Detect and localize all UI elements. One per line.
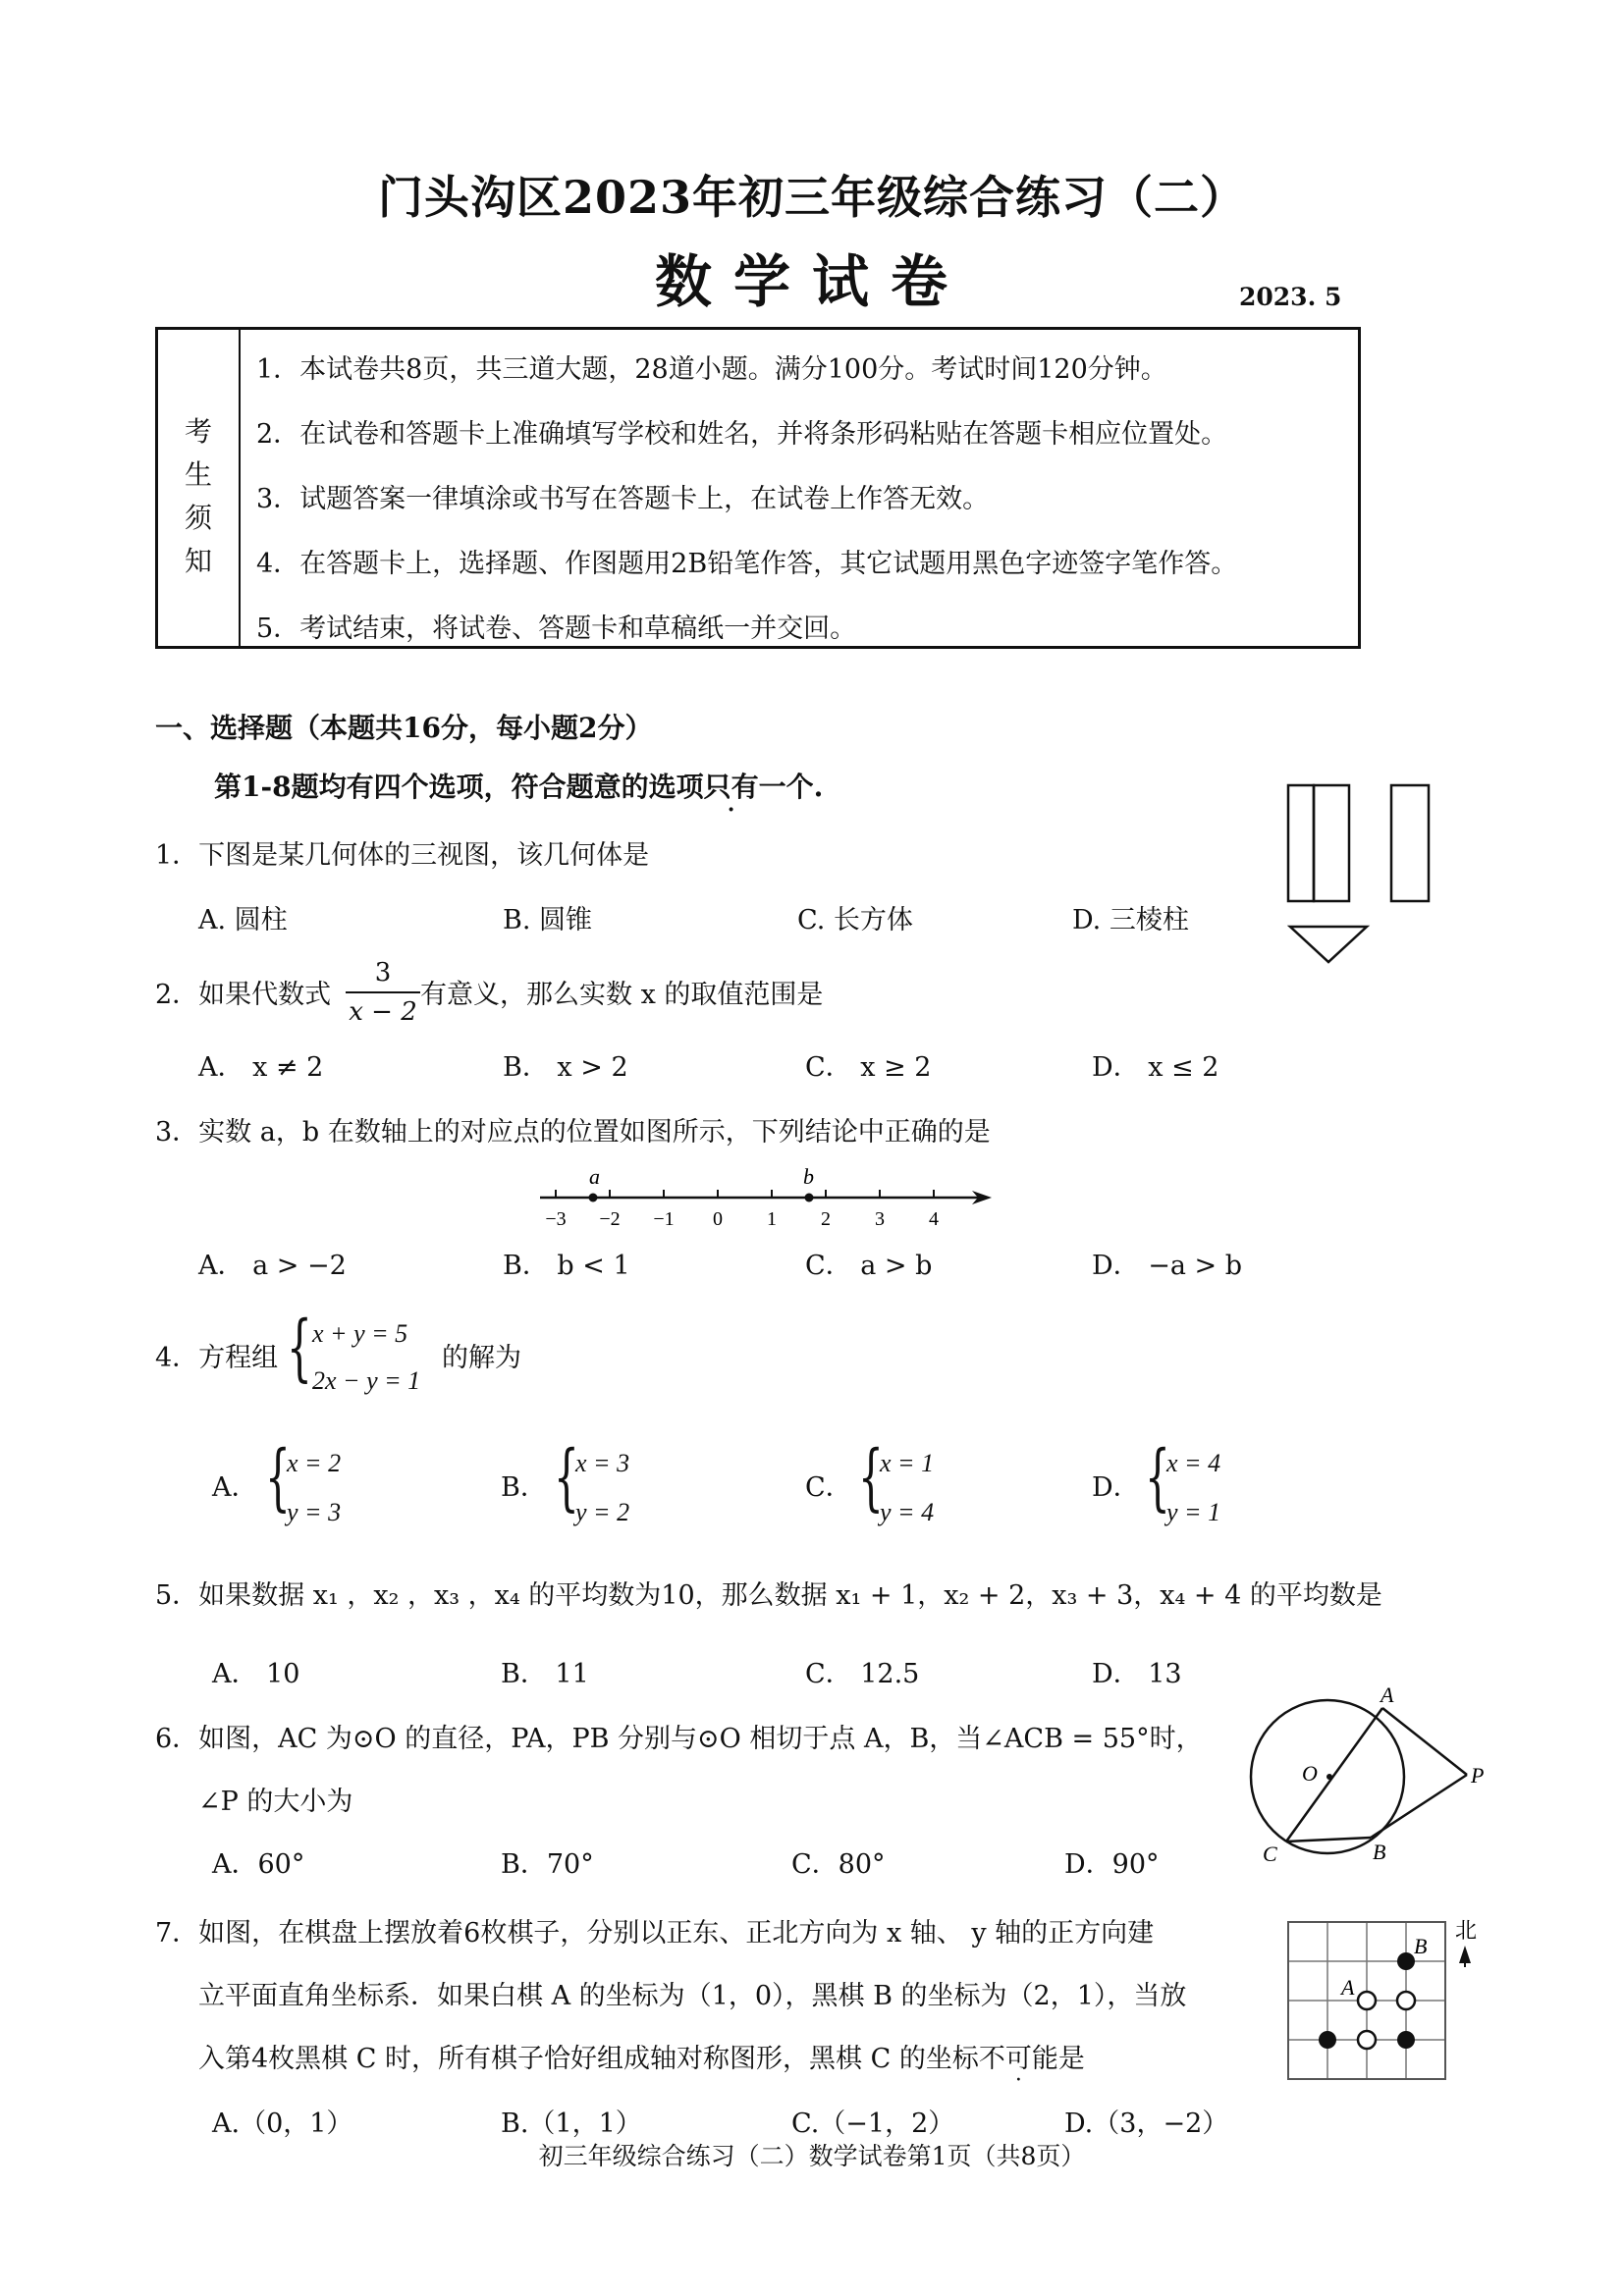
exam-subtitle: 数学试卷 bbox=[654, 248, 969, 315]
q3-axis-tick-label: 0 bbox=[713, 1208, 723, 1230]
notice-item: 5．考试结束，将试卷、答题卡和草稿纸一并交回。 bbox=[256, 614, 857, 644]
q1-option-c: C. 长方体 bbox=[797, 905, 913, 935]
q2-fraction bbox=[346, 958, 420, 1027]
q6-circle-figure bbox=[1243, 1682, 1498, 1873]
q4-option-c-x: x = 1 bbox=[880, 1449, 935, 1477]
q7-stem-line3-pre: 入第4枚黑棋 C 时，所有棋子恰好组成轴对称图形，黑棋 C 的坐标 bbox=[198, 2044, 979, 2074]
exam-title: 门头沟区2023年初三年级综合练习（二） bbox=[377, 171, 1247, 224]
q1-three-views-figure bbox=[1286, 781, 1434, 968]
q4-label-d: D． bbox=[1092, 1472, 1140, 1503]
q2-fraction-numerator: 3 bbox=[374, 958, 392, 988]
q5-stem: 5．如果数据 x₁ ，x₂ ，x₃ ，x₄ 的平均数为10，那么数据 x₁ + 1，x₂ + 2，x₃ + 3，x₄ + 4 的平均数是 bbox=[155, 1580, 1382, 1611]
q5-option-c: C． 12.5 bbox=[805, 1659, 920, 1689]
q3-point-b-label: b bbox=[803, 1164, 814, 1189]
q5-option-d: D． 13 bbox=[1092, 1659, 1182, 1689]
q4-brace-c: { bbox=[858, 1435, 884, 1520]
q2-option-d: D． x ≤ 2 bbox=[1092, 1052, 1219, 1083]
instruction-post: 一个. bbox=[758, 771, 824, 803]
q6-label-a: A bbox=[1380, 1682, 1394, 1707]
q4-option-d-y: y = 1 bbox=[1166, 1498, 1221, 1526]
q4-label-c: C． bbox=[805, 1472, 852, 1503]
q3-stem: 3．实数 a，b 在数轴上的对应点的位置如图所示，下列结论中正确的是 bbox=[155, 1117, 991, 1148]
q7-option-c: C.（−1，2） bbox=[791, 2109, 955, 2139]
q6-option-c: C．80° bbox=[791, 1849, 886, 1880]
q4-brace-d: { bbox=[1145, 1435, 1170, 1520]
q1-stem: 1．下图是某几何体的三视图，该几何体是 bbox=[155, 840, 650, 871]
q7-label-b: B bbox=[1414, 1934, 1428, 1958]
instruction-pre: 第1-8题均有四个选项，符合题意的选项 bbox=[214, 771, 704, 803]
q3-axis-tick-label: 4 bbox=[929, 1208, 939, 1230]
q2-stem-post: 有意义，那么实数 x 的取值范围是 bbox=[420, 980, 824, 1010]
q4-stem-pre: 4．方程组 bbox=[155, 1343, 279, 1373]
q7-stem-line3-emphasis: 不可能 bbox=[978, 2044, 1058, 2074]
notice-label-char: 须 bbox=[184, 502, 212, 534]
q2-option-b: B． x > 2 bbox=[503, 1052, 628, 1083]
q4-label-b: B． bbox=[501, 1472, 547, 1503]
q3-number-line bbox=[538, 1162, 1000, 1231]
q5-option-a: A． 10 bbox=[212, 1659, 300, 1689]
q6-stem-line2: ∠P 的大小为 bbox=[198, 1787, 353, 1817]
q2-option-a: A． x ≠ 2 bbox=[198, 1052, 324, 1083]
q6-label-o: O bbox=[1302, 1761, 1318, 1786]
q4-option-a-x: x = 2 bbox=[287, 1449, 342, 1477]
page-footer: 初三年级综合练习（二）数学试卷第1页（共8页） bbox=[538, 2142, 1086, 2170]
q7-label-a: A bbox=[1341, 1975, 1355, 2000]
q3-option-a: A． a > −2 bbox=[198, 1251, 347, 1281]
notice-label-char: 生 bbox=[184, 458, 212, 491]
q6-option-a: A．60° bbox=[212, 1849, 305, 1880]
q4-brace-a: { bbox=[265, 1435, 291, 1520]
q4-system-brace: { bbox=[287, 1306, 312, 1390]
notice-item: 4．在答题卡上，选择题、作图题用2B铅笔作答，其它试题用黑色字迹签字笔作答。 bbox=[256, 549, 1238, 579]
q3-axis-tick-label: −1 bbox=[653, 1208, 675, 1230]
q3-point-a-label: a bbox=[589, 1164, 600, 1189]
q4-option-b-x: x = 3 bbox=[575, 1449, 630, 1477]
q6-option-b: B．70° bbox=[501, 1849, 594, 1880]
q1-option-d: D. 三棱柱 bbox=[1072, 905, 1189, 935]
q6-label-p: P bbox=[1471, 1763, 1485, 1788]
notice-box bbox=[155, 327, 1361, 649]
q7-option-d: D.（3，−2） bbox=[1064, 2109, 1229, 2139]
q1-option-a: A. 圆柱 bbox=[198, 905, 288, 935]
q6-stem-line1: 6．如图，AC 为⊙O 的直径，PA，PB 分别与⊙O 相切于点 A，B，当∠ACB = 55°时， bbox=[155, 1724, 1203, 1754]
q7-stem-line1: 7．如图，在棋盘上摆放着6枚棋子，分别以正东、正北方向为 x 轴、 y 轴的正方向建 bbox=[155, 1918, 1155, 1949]
q4-option-c-y: y = 4 bbox=[880, 1498, 935, 1526]
q4-option-d-x: x = 4 bbox=[1166, 1449, 1221, 1477]
q4-stem-post: 的解为 bbox=[442, 1343, 521, 1373]
q3-axis-tick-label: 3 bbox=[875, 1208, 885, 1230]
q3-axis-tick-label: −3 bbox=[545, 1208, 567, 1230]
notice-item: 1．本试卷共8页，共三道大题，28道小题。满分100分。考试时间120分钟。 bbox=[256, 354, 1167, 385]
q7-stem-line3 bbox=[198, 2046, 1085, 2072]
q2-option-c: C． x ≥ 2 bbox=[805, 1052, 932, 1083]
q4-equation-2: 2x − y = 1 bbox=[312, 1366, 421, 1395]
q7-option-b: B.（1，1） bbox=[501, 2109, 642, 2139]
q3-axis-tick-label: −2 bbox=[599, 1208, 621, 1230]
section-instruction bbox=[214, 771, 824, 803]
q6-option-d: D．90° bbox=[1064, 1849, 1160, 1880]
q7-chessboard-figure bbox=[1282, 1914, 1489, 2085]
notice-label bbox=[158, 330, 241, 646]
q7-stem-line2: 立平面直角坐标系．如果白棋 A 的坐标为（1，0），黑棋 B 的坐标为（2，1），当放 bbox=[198, 1981, 1187, 2011]
instruction-emphasis: 只有 bbox=[703, 771, 759, 803]
q7-stem-line3-post: 是 bbox=[1057, 2044, 1085, 2074]
q3-option-d: D． −a > b bbox=[1092, 1251, 1243, 1281]
q5-option-b: B． 11 bbox=[501, 1659, 589, 1689]
q6-label-c: C bbox=[1263, 1842, 1277, 1866]
notice-label-char: 考 bbox=[184, 415, 212, 448]
q2-stem-pre: 2．如果代数式 bbox=[155, 980, 332, 1010]
q7-option-a: A.（0，1） bbox=[212, 2109, 353, 2139]
q3-axis-tick-label: 1 bbox=[767, 1208, 777, 1230]
q7-north-label: 北 bbox=[1455, 1919, 1478, 1944]
q4-option-a-y: y = 3 bbox=[287, 1498, 342, 1526]
q6-label-b: B bbox=[1373, 1840, 1386, 1864]
q3-option-c: C． a > b bbox=[805, 1251, 933, 1281]
q4-option-b-y: y = 2 bbox=[575, 1498, 630, 1526]
exam-date: 2023. 5 bbox=[1239, 283, 1342, 311]
q1-option-b: B. 圆锥 bbox=[503, 905, 593, 935]
q2-fraction-denominator: x − 2 bbox=[346, 991, 420, 1027]
section-heading: 一、选择题（本题共16分，每小题2分） bbox=[155, 712, 653, 744]
notice-item: 2．在试卷和答题卡上准确填写学校和姓名，并将条形码粘贴在答题卡相应位置处。 bbox=[256, 419, 1228, 450]
q4-equation-1: x + y = 5 bbox=[312, 1319, 408, 1348]
notice-item: 3．试题答案一律填涂或书写在答题卡上，在试卷上作答无效。 bbox=[256, 484, 990, 514]
q4-label-a: A． bbox=[212, 1472, 258, 1503]
q4-brace-b: { bbox=[554, 1435, 579, 1520]
q3-option-b: B． b < 1 bbox=[503, 1251, 630, 1281]
notice-label-char: 知 bbox=[184, 545, 212, 577]
q3-axis-tick-label: 2 bbox=[821, 1208, 831, 1230]
